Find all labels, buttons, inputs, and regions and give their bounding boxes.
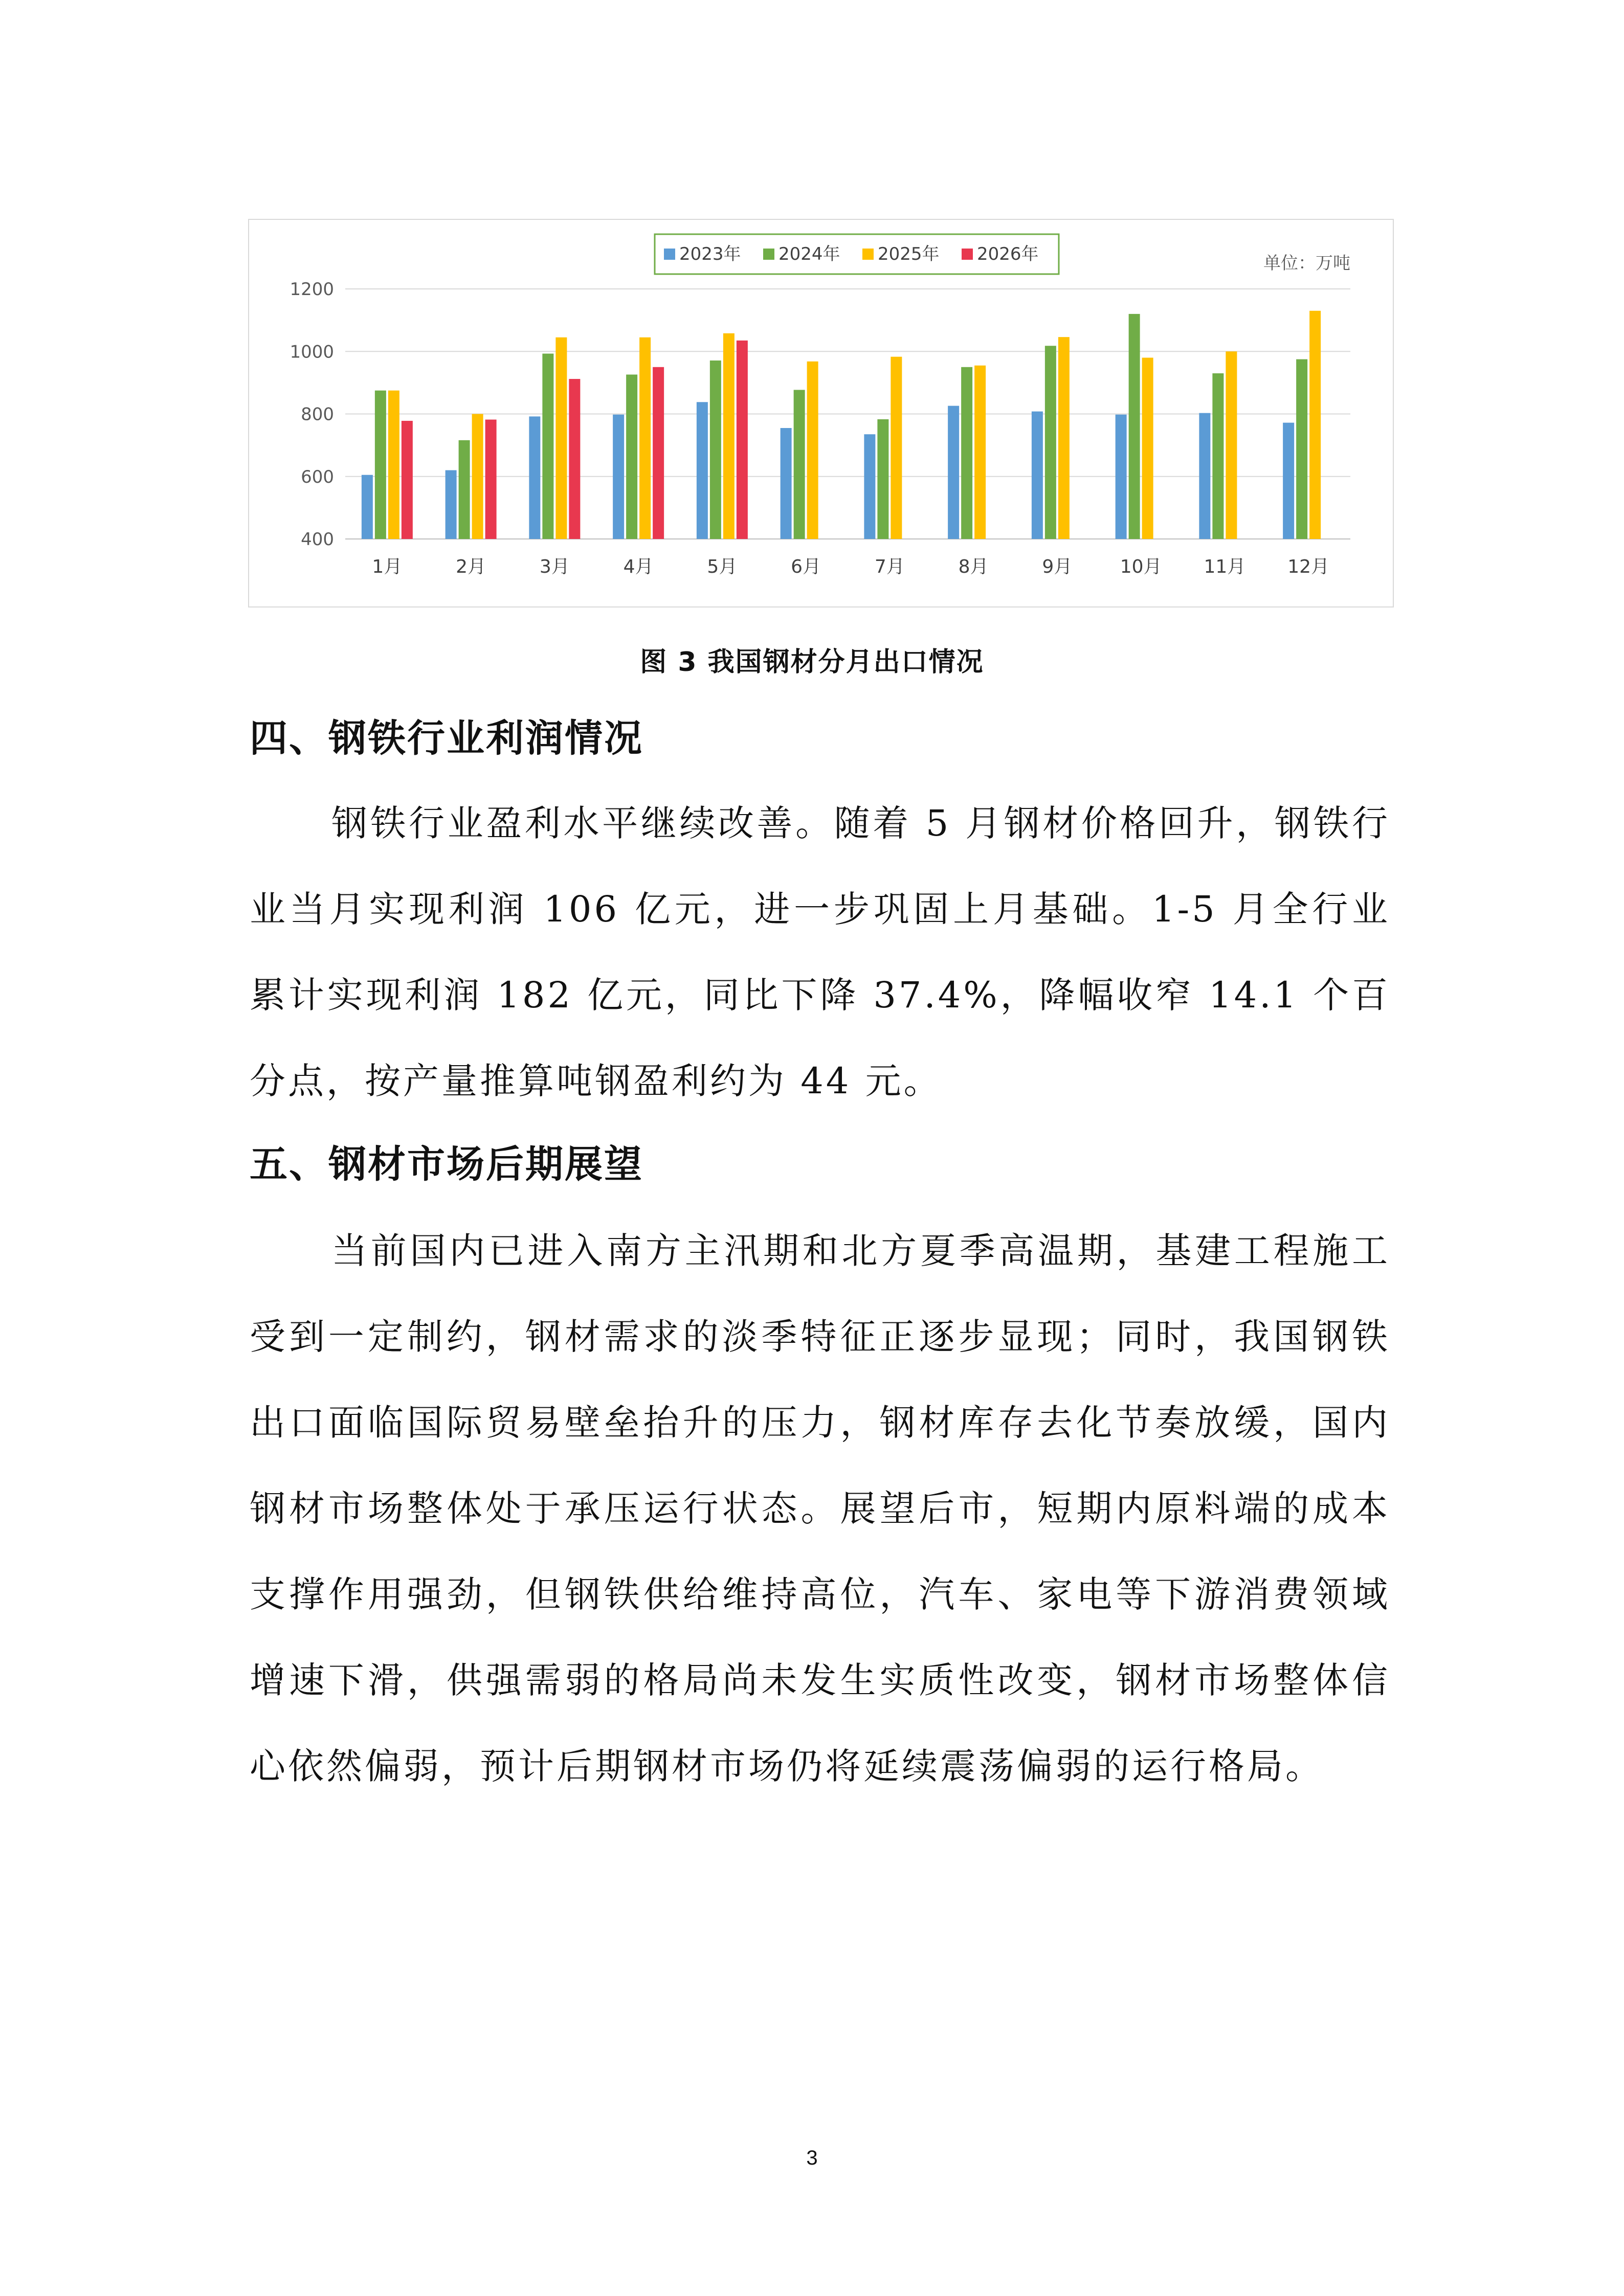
x-tick-label: 5月 [707, 556, 738, 577]
x-tick-label: 9月 [1042, 556, 1073, 577]
bar-2023年-7月 [864, 434, 875, 539]
bar-2024年-10月 [1129, 314, 1140, 539]
x-tick-label: 6月 [791, 556, 821, 577]
bar-2024年-11月 [1212, 373, 1223, 539]
bar-2025年-7月 [891, 357, 902, 539]
bar-2026年-2月 [485, 420, 497, 539]
bar-2024年-9月 [1045, 346, 1056, 539]
y-tick-label: 1200 [290, 279, 334, 300]
figure-caption: 图 3 我国钢材分月出口情况 [640, 647, 984, 678]
y-tick-label: 1000 [290, 342, 334, 363]
bar-2023年-11月 [1199, 413, 1210, 539]
legend-swatch [664, 249, 675, 260]
bar-2025年-3月 [555, 337, 567, 539]
bar-2025年-9月 [1058, 337, 1070, 539]
x-tick-label: 12月 [1287, 556, 1330, 577]
chart-unit-label: 单位：万吨 [1263, 253, 1350, 274]
x-tick-label: 10月 [1120, 556, 1162, 577]
bar-2023年-6月 [781, 428, 792, 539]
bar-2024年-6月 [794, 390, 805, 539]
x-tick-label: 7月 [874, 556, 905, 577]
bar-2024年-8月 [961, 367, 972, 539]
bar-2024年-5月 [710, 361, 721, 539]
bar-2026年-4月 [653, 367, 664, 539]
bar-2025年-4月 [639, 337, 651, 539]
section-heading-profit: 四、钢铁行业利润情况 [250, 716, 643, 760]
bar-2023年-9月 [1032, 412, 1043, 539]
bar-2025年-6月 [807, 362, 818, 539]
x-tick-label: 8月 [958, 556, 989, 577]
bar-2026年-1月 [402, 421, 413, 539]
bar-2023年-2月 [446, 470, 457, 539]
bar-2025年-10月 [1142, 357, 1153, 539]
bar-2023年-5月 [697, 402, 708, 539]
bar-2026年-5月 [737, 341, 748, 539]
bar-2024年-4月 [626, 374, 637, 539]
monthly-export-chart [248, 219, 1394, 607]
x-tick-label: 1月 [372, 556, 403, 577]
bar-2023年-10月 [1116, 415, 1127, 539]
legend-label: 2025年 [878, 244, 940, 264]
bar-2024年-2月 [459, 440, 470, 539]
legend-swatch [962, 249, 973, 260]
x-tick-label: 11月 [1204, 556, 1246, 577]
y-tick-label: 600 [301, 466, 334, 487]
bar-2024年-7月 [877, 419, 888, 539]
y-tick-label: 800 [301, 404, 334, 425]
bar-2023年-8月 [948, 406, 959, 539]
bar-2023年-1月 [362, 475, 373, 539]
x-tick-label: 4月 [623, 556, 654, 577]
legend-label: 2026年 [977, 244, 1039, 264]
bar-2024年-12月 [1296, 359, 1307, 539]
bar-2024年-3月 [542, 354, 553, 539]
bar-2023年-12月 [1283, 423, 1294, 539]
chart-legend [655, 234, 1059, 274]
page-number: 3 [806, 2147, 818, 2169]
bar-2023年-4月 [613, 415, 624, 539]
y-tick-label: 400 [301, 529, 334, 550]
legend-swatch [763, 249, 774, 260]
bar-2026年-3月 [569, 379, 580, 539]
bar-2024年-1月 [375, 391, 386, 539]
legend-swatch [862, 249, 874, 260]
section-heading-outlook: 五、钢材市场后期展望 [250, 1142, 643, 1186]
section-paragraph-profit: 钢铁行业盈利水平继续改善。随着 5 月钢材价格回升，钢铁行业当月实现利润 106 亿元，进一步巩固上月基础。1-5 月全行业累计实现利润 182 亿元，同比下降 37.4%，降幅收窄 14.1 个百分点，按产量推算吨钢盈利约为 44 元。 [250, 802, 1390, 1102]
section-paragraph-outlook: 当前国内已进入南方主汛期和北方夏季高温期，基建工程施工受到一定制约，钢材需求的淡季特征正逐步显现；同时，我国钢铁出口面临国际贸易壁垒抬升的压力，钢材库存去化节奏放缓，国内钢材市场整体处于承压运行状态。展望后市，短期内原料端的成本支撑作用强劲，但钢铁供给维持高位，汽车、家电等下游消费领域增速下滑，供强需弱的格局尚未发生实质性改变，钢材市场整体信心依然偏弱，预计后期钢材市场仍将延续震荡偏弱的运行格局。 [250, 1230, 1390, 1787]
bar-2025年-11月 [1226, 351, 1237, 539]
bar-2025年-2月 [472, 414, 483, 539]
bar-2025年-12月 [1309, 311, 1321, 539]
x-tick-label: 3月 [539, 556, 570, 577]
bar-2025年-1月 [388, 391, 399, 539]
legend-label: 2024年 [778, 244, 840, 264]
legend-label: 2023年 [679, 244, 741, 264]
bar-2025年-8月 [974, 366, 986, 539]
bar-2025年-5月 [723, 333, 735, 539]
bar-2023年-3月 [529, 416, 540, 539]
x-tick-label: 2月 [456, 556, 486, 577]
